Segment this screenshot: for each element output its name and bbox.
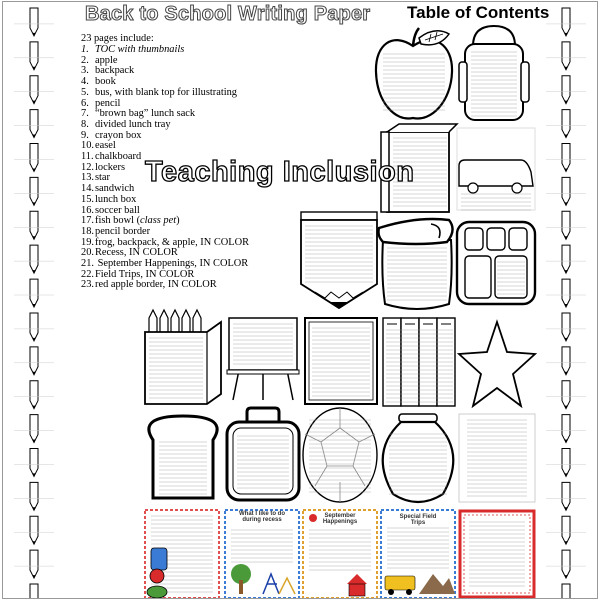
thumb-lunch-box	[225, 406, 301, 502]
page-list-number: 21.	[81, 258, 94, 270]
page-list-text: easel	[95, 140, 116, 152]
thumb-bus	[455, 126, 537, 212]
page-list-text: “brown bag” lunch sack	[95, 108, 196, 120]
page-list-text: )	[176, 215, 180, 227]
page-list-text: backpack	[95, 65, 135, 77]
page-list-text: bus, with blank top for illustrating	[95, 86, 237, 98]
page-list-text: pencil border	[95, 225, 151, 237]
page-list-number: 4.	[81, 76, 89, 88]
page-list-text: fish bowl (	[95, 215, 141, 227]
page-list-number: 15.	[81, 193, 94, 205]
page-list-number: 9.	[81, 129, 89, 141]
page-list-text: Field Trips, IN COLOR	[95, 268, 195, 280]
page-list-number: 17.	[81, 215, 94, 227]
page-list-number: 1.	[81, 44, 89, 55]
page-list-text: lockers	[95, 161, 126, 173]
page-list-number: 2.	[81, 54, 89, 66]
page-list-text: TOC with thumbnails	[95, 44, 185, 55]
thumb-recess-color	[223, 508, 301, 599]
page-list-number: 19.	[81, 236, 94, 248]
page-list-text: divided lunch tray	[95, 118, 171, 130]
thumb-lunch-sack	[377, 216, 457, 312]
page-list-item	[81, 280, 249, 291]
thumb-pencil	[299, 210, 379, 310]
thumb-red-apple-border	[457, 508, 537, 599]
page-list-number: 22.	[81, 268, 94, 280]
page-list-text: book	[95, 76, 116, 88]
september-label: September Happenings	[322, 513, 358, 525]
thumb-backpack	[457, 24, 531, 124]
page-list-text: soccer ball	[95, 204, 140, 216]
thumb-star	[457, 318, 537, 412]
page-list-text: chalkboard	[95, 151, 142, 163]
thumb-fish-bowl	[379, 412, 457, 506]
thumb-frog-color	[143, 508, 221, 599]
thumb-chalkboard	[303, 316, 379, 406]
worksheet-page	[2, 1, 598, 599]
page-list-text: crayon box	[95, 129, 142, 141]
toc-heading: Table of Contents	[407, 3, 550, 22]
page-list-text: Recess, IN COLOR	[95, 247, 178, 259]
page-list-text: sandwich	[95, 183, 135, 195]
page-list-text: pencil	[95, 97, 121, 109]
page-list-number: 13.	[81, 172, 94, 184]
page-list-number: 14.	[81, 183, 94, 195]
page-list-number: 8.	[81, 118, 89, 130]
page-list-text: September Happenings, IN COLOR	[95, 258, 249, 270]
thumb-sandwich	[143, 412, 223, 502]
watermark-text: Teaching Inclusion	[145, 156, 415, 188]
pencil-border-left	[3, 2, 65, 598]
page-list-text: red apple border, IN COLOR	[95, 279, 217, 291]
page-list-number: 20.	[81, 247, 94, 259]
thumb-field-trips-color	[379, 508, 457, 599]
field-trips-label: Special Field Trips	[399, 514, 437, 526]
page-list-number: 3.	[81, 65, 89, 77]
page-list-number: 18.	[81, 225, 94, 237]
thumb-easel	[225, 314, 301, 402]
recess-label: What I like to do during recess	[239, 511, 285, 523]
thumb-soccer-ball	[301, 406, 379, 504]
page-list-text: lunch box	[95, 193, 137, 205]
thumb-pencil-border	[457, 412, 537, 504]
thumb-lunch-tray	[455, 220, 537, 306]
thumb-lockers	[381, 316, 457, 408]
page-list-number: 6.	[81, 97, 89, 109]
thumb-crayon-box	[143, 308, 223, 406]
page-list-number: 11.	[81, 151, 94, 163]
page-list-number: 16.	[81, 204, 94, 216]
page-list-text: apple	[95, 54, 118, 66]
page-list-number: 5.	[81, 86, 89, 98]
intro-text: 23 pages include:	[81, 33, 154, 44]
page-list-text: class pet	[140, 215, 177, 227]
page-list-text: star	[95, 172, 111, 184]
page-title: Back to School Writing Paper	[85, 3, 371, 25]
thumb-september-color	[301, 508, 379, 599]
page-list-number: 7.	[81, 108, 89, 120]
page-list-number: 23.	[81, 279, 94, 291]
page-list-text: frog, backpack, & apple, IN COLOR	[95, 236, 250, 248]
page-list-number: 10.	[81, 140, 94, 152]
thumb-apple	[373, 24, 455, 124]
pencil-border-right	[535, 2, 597, 598]
page-list-number: 12.	[81, 161, 94, 173]
